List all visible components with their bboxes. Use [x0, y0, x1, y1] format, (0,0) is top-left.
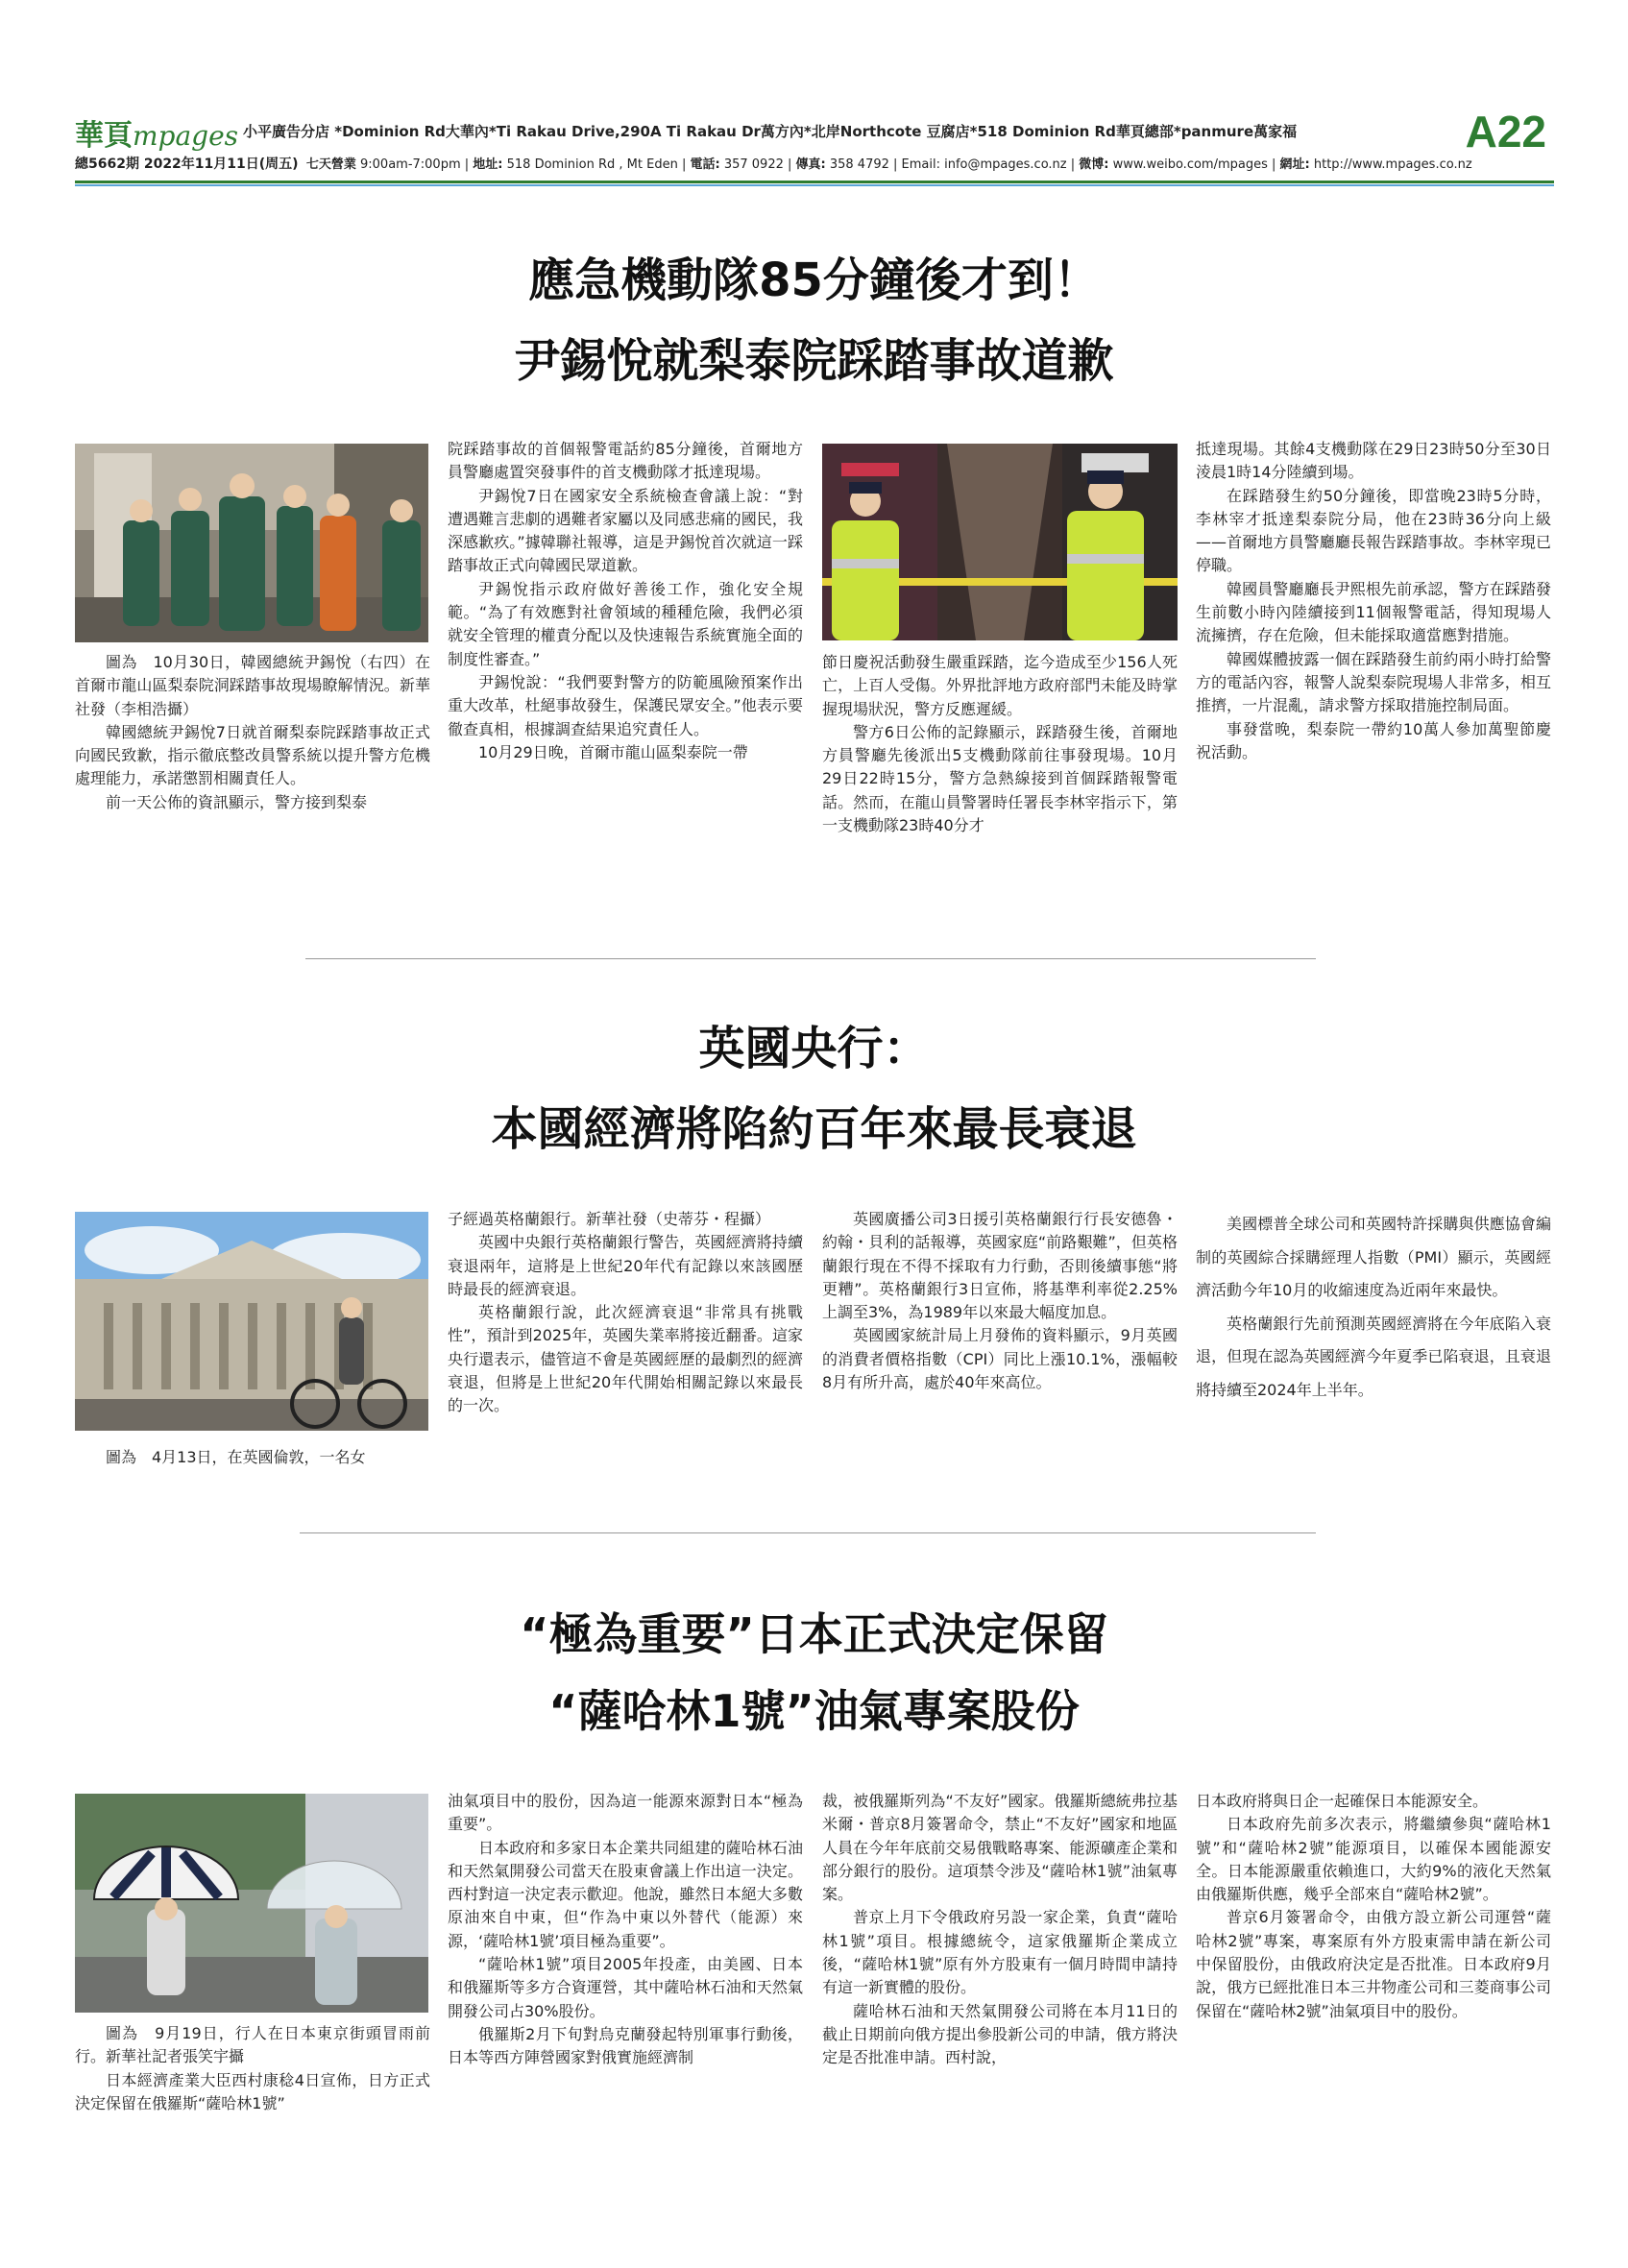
- article1-col1: [75, 651, 430, 814]
- website-link[interactable]: http://www.mpages.co.nz: [1313, 157, 1472, 172]
- section-divider: [300, 1532, 1316, 1533]
- article3-caption: 圖為 9月19日，行人在日本東京街頭冒雨前行。新華社記者張笑宇攝: [75, 2024, 430, 2066]
- paragraph: 英國中央銀行英格蘭銀行警告，英國經濟將持續衰退兩年，這將是上世紀20年代有記錄以來該國歷時最長的經濟衰退。: [448, 1233, 803, 1298]
- article3-col3: [822, 1790, 1178, 2070]
- article1-col2: [448, 438, 803, 764]
- paragraph: 尹錫悅說：“我們要對警方的防範風險預案作出重大改革，杜絕事故發生，保護民眾安全。”他表示要徹查真相，根據調查結果追究責任人。: [448, 672, 803, 738]
- hours-label: 七天營業: [305, 157, 356, 172]
- paragraph: 警方6日公佈的記錄顯示，踩踏發生後，首爾地方員警廳先後派出5支機動隊前往事發現場。10月29日22時15分，警方急熱線接到首個踩踏報警電話。然而，在龍山員警署時任署長李林宰指示下，第一支機動隊23時40分才: [822, 722, 1178, 835]
- paragraph: 在踩踏發生約50分鐘後，即當晚23時5分時，李林宰才抵達梨泰院分局，他在23時36分向上級——首爾地方員警廳廳長報告踩踏事故。李林宰現已停職。: [1196, 486, 1551, 575]
- paragraph: 日本政府將與日企一起確保日本能源安全。: [1196, 1792, 1489, 1810]
- fax: 358 4792: [829, 157, 889, 172]
- masthead-rule: [75, 181, 1554, 183]
- article2-caption: 圖為 4月13日，在英國倫敦，一名女: [106, 1448, 366, 1466]
- article1-photo2: [822, 444, 1178, 640]
- article3-col1: [75, 2022, 430, 2115]
- article2-headline-line1: 英國央行：: [698, 1022, 930, 1075]
- article3-photo: [75, 1794, 428, 2013]
- address-label: 地址:: [473, 157, 503, 172]
- article1-headline-line1: 應急機動隊85分鐘後才到！: [528, 253, 1100, 307]
- logo-latin: mpages: [133, 120, 239, 152]
- phone-label: 電話:: [690, 157, 720, 172]
- address: 518 Dominion Rd , Mt Eden: [506, 157, 678, 172]
- paragraph: 院踩踏事故的首個報警電話約85分鐘後，首爾地方員警廳處置突發事件的首支機動隊才抵達現場。: [448, 440, 803, 482]
- paragraph: 薩哈林石油和天然氣開發公司將在本月11日的截止日期前向俄方提出參股新公司的申請，俄方將決定是否批准申請。西村說，: [822, 2001, 1178, 2067]
- paragraph: 尹錫悅指示政府做好善後工作，強化安全規範。“為了有效應對社會領域的種種危險，我們必須就安全管理的權責分配以及快速報告系統實施全面的制度性審查。”: [448, 579, 803, 668]
- article2-photo: [75, 1212, 428, 1431]
- article1-col3: [822, 651, 1178, 837]
- masthead: [75, 104, 1554, 188]
- weibo-label: 微博:: [1079, 157, 1109, 172]
- paragraph: 韓國總統尹錫悅7日就首爾梨泰院踩踏事故正式向國民致歉，指示徹底整改員警系統以提升警方危機處理能力，承諾懲罰相關責任人。: [75, 722, 430, 788]
- fax-label: 傳真:: [795, 157, 826, 172]
- branch-list: 小平廣告分店 *Dominion Rd大華內*Ti Rakau Drive,290A Ti Rakau Dr萬方內*北岸Northcote 豆腐店*518 Dominion Rd華頁總部*panmure萬家福: [243, 123, 1298, 140]
- paragraph: 日本政府先前多次表示，將繼續參與“薩哈林1號”和“薩哈林2號”能源項目，以確保本國能源安全。日本能源嚴重依賴進口，大約9%的液化天然氣由俄羅斯供應，幾乎全部來自“薩哈林2號”。: [1196, 1815, 1551, 1904]
- paragraph: 日本政府和多家日本企業共同組建的薩哈林石油和天然氣開發公司當天在股東會議上作出這一決定。西村對這一決定表示歡迎。他說，雖然日本絕大多數原油來自中東，但“作為中東以外替代（能源）來源，‘薩哈林1號’項目極為重要”。: [448, 1838, 803, 1950]
- paragraph: 英國廣播公司3日援引英格蘭銀行行長安德魯・約翰・貝利的話報導，英國家庭“前路艱難”，但英格蘭銀行現在不得不採取有力行動，否則後續事態“將更糟”。英格蘭銀行3日宣佈，將基準利率從2.25%上調至3%，為1989年以來最大幅度加息。: [822, 1210, 1178, 1322]
- phone: 357 0922: [723, 157, 784, 172]
- article1-headline-line2: 尹錫悅就梨泰院踩踏事故道歉: [514, 334, 1114, 388]
- article1-col4: [1196, 438, 1551, 764]
- article2-col3: [822, 1208, 1178, 1394]
- paragraph: 韓國員警廳廳長尹熙根先前承認，警方在踩踏發生前數小時內陸續接到11個報警電話，得知現場人流擁擠，存在危險，但未能採取適當應對措施。: [1196, 579, 1551, 645]
- paragraph: 英格蘭銀行說，此次經濟衰退“非常具有挑戰性”，預計到2025年，英國失業率將接近翻番。這家央行還表示，儘管這不會是英國經歷的最劇烈的經濟衰退，但將是上世紀20年代開始相關記錄以來最長的一次。: [448, 1303, 803, 1415]
- article3-headline: [115, 1596, 1513, 1749]
- web-label: 網址:: [1279, 157, 1310, 172]
- paragraph: 日本經濟產業大臣西村康稔4日宣佈，日方正式決定保留在俄羅斯“薩哈林1號”: [75, 2070, 430, 2112]
- article2-headline: [115, 1008, 1513, 1170]
- article3-headline-line1: “極為重要”日本正式決定保留: [520, 1608, 1108, 1660]
- info-bar: 總5662期 2022年11月11日(周五) 七天營業 9:00am-7:00pm | 地址: 518 Dominion Rd , Mt Eden | 電話: 357 0922 | 傳真: 358 4792 | Email: info@mpages.co.nz | 微博: www.weibo.com/mpages | 網址: http://www.mpages.co.nz: [75, 157, 1472, 172]
- paragraph: 普京6月簽署命令，由俄方設立新公司運營“薩哈林2號”專案，專案原有外方股東需申請在新公司中保留股份，由俄政府決定是否批准。日本政府9月說，俄方已經批准日本三井物產公司和三菱商事公司保留在“薩哈林2號”油氣項目中的股份。: [1196, 1908, 1551, 2020]
- weibo-link[interactable]: www.weibo.com/mpages: [1112, 157, 1268, 172]
- mpages-logo[interactable]: [75, 111, 238, 154]
- article2-col4: [1196, 1208, 1551, 1407]
- paragraph: 節日慶祝活動發生嚴重踩踏，迄今造成至少156人死亡，上百人受傷。外界批評地方政府部門未能及時掌握現場狀況，警方反應遲緩。: [822, 653, 1178, 718]
- page-number: A22: [1465, 107, 1546, 157]
- paragraph: 英格蘭銀行先前預測英國經濟將在今年底陷入衰退，但現在認為英國經濟今年夏季已陷衰退，且衰退將持續至2024年上半年。: [1196, 1314, 1551, 1399]
- section-divider: [305, 958, 1316, 959]
- article3-col4: [1196, 1790, 1551, 2023]
- article1-photo-image: [75, 444, 428, 642]
- hours: 9:00am-7:00pm: [360, 157, 461, 172]
- email-link[interactable]: Email: info@mpages.co.nz: [901, 157, 1067, 172]
- paragraph: 俄羅斯2月下旬對烏克蘭發起特別軍事行動後，日本等西方陣營國家對俄實施經濟制: [448, 2024, 803, 2067]
- paragraph: 前一天公佈的資訊顯示，警方接到梨泰: [106, 792, 368, 811]
- article2-col1: [75, 1446, 430, 1469]
- article1-photo2-image: [822, 444, 1178, 640]
- paragraph: 事發當晚，梨泰院一帶約10萬人參加萬聖節慶祝活動。: [1196, 719, 1551, 761]
- paragraph: “薩哈林1號”項目2005年投產，由美國、日本和俄羅斯等多方合資運營，其中薩哈林石油和天然氣開發公司占30%股份。: [448, 1955, 803, 2020]
- issue-date: 總5662期 2022年11月11日(周五): [75, 157, 299, 172]
- article1-photo: [75, 444, 428, 642]
- article1-headline: [115, 240, 1513, 401]
- article2-headline-line2: 本國經濟將陷約百年來最長衰退: [491, 1102, 1137, 1156]
- paragraph: 普京上月下令俄政府另設一家企業，負責“薩哈林1號”項目。根據總統令，這家俄羅斯企業成立後，“薩哈林1號”原有外方股東有一個月時間申請持有這一新實體的股份。: [822, 1908, 1178, 1997]
- article2-photo-image: [75, 1212, 428, 1431]
- article3-photo-image: [75, 1794, 428, 2013]
- paragraph: 油氣項目中的股份，因為這一能源來源對日本“極為重要”。: [448, 1792, 803, 1834]
- article1-caption: 圖為 10月30日，韓國總統尹錫悅（右四）在首爾市龍山區梨泰院洞踩踏事故現場瞭解情況。新華社發（李相浩攝）: [75, 653, 430, 718]
- masthead-rule-blue: [75, 184, 1554, 186]
- paragraph: 韓國媒體披露一個在踩踏發生前約兩小時打給警方的電話內容，報警人說梨泰院現場人非常多，相互推擠，一片混亂，請求警方採取措施控制局面。: [1196, 649, 1551, 715]
- paragraph: 抵達現場。其餘4支機動隊在29日23時50分至30日淩晨1時14分陸續到場。: [1196, 440, 1551, 482]
- paragraph: 美國標普全球公司和英國特許採購與供應協會編制的英國綜合採購經理人指數（PMI）顯示，英國經濟活動今年10月的收縮速度為近兩年來最快。: [1196, 1215, 1551, 1299]
- paragraph: 尹錫悅7日在國家安全系統檢查會議上說：“對遭遇難言悲劇的遇難者家屬以及同感悲痛的國民，我深感歉疚。”據韓聯社報導，這是尹錫悅首次就這一踩踏事故正式向韓國民眾道歉。: [448, 486, 803, 575]
- paragraph: 子經過英格蘭銀行。新華社發（史蒂芬・程攝）: [448, 1210, 771, 1228]
- paragraph: 裁，被俄羅斯列為“不友好”國家。俄羅斯總統弗拉基米爾・普京8月簽署命令，禁止“不友好”國家和地區人員在今年年底前交易俄戰略專案、能源礦產企業和部分銀行的股份。這項禁令涉及“薩哈林1號”油氣專案。: [822, 1792, 1178, 1904]
- paragraph: 英國國家統計局上月發佈的資料顯示，9月英國的消費者價格指數（CPI）同比上漲10.1%，漲幅較8月有所升高，處於40年來高位。: [822, 1326, 1178, 1392]
- article3-col2: [448, 1790, 803, 2070]
- logo-han: 華頁: [75, 119, 133, 153]
- article3-headline-line2: “薩哈林1號”油氣專案股份: [548, 1685, 1080, 1737]
- article2-col2: [448, 1208, 803, 1418]
- paragraph: 10月29日晚，首爾市龍山區梨泰院一帶: [478, 742, 748, 761]
